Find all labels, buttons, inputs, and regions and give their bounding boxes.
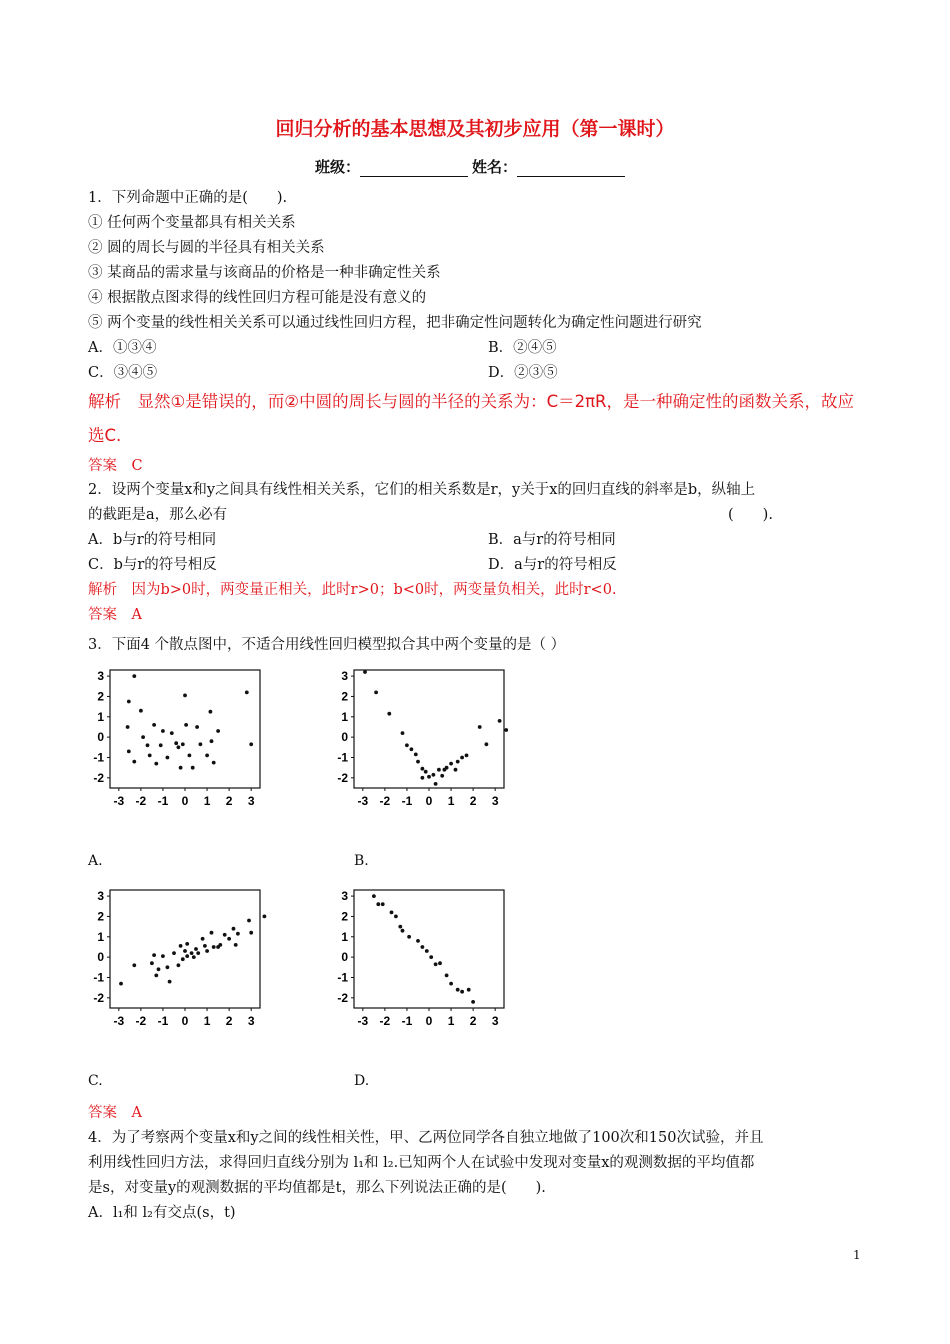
scatter-point bbox=[161, 954, 165, 958]
x-tick-label: 0 bbox=[181, 794, 189, 808]
scatter-point bbox=[185, 954, 189, 958]
x-tick-label: -2 bbox=[135, 1014, 147, 1028]
scatter-point bbox=[188, 754, 192, 758]
plot-label-c: C. bbox=[88, 1073, 103, 1089]
y-tick-label: -1 bbox=[93, 750, 104, 765]
scatter-point bbox=[416, 939, 420, 943]
scatter-point bbox=[234, 943, 238, 947]
scatter-point bbox=[209, 710, 213, 714]
scatter-point bbox=[174, 741, 178, 745]
y-tick-label: 0 bbox=[97, 950, 104, 965]
scatter-point bbox=[445, 974, 449, 978]
scatter-point bbox=[434, 782, 438, 786]
q2-stem-line2: 的截距是a，那么必有 bbox=[88, 507, 228, 523]
scatter-point bbox=[152, 723, 156, 727]
scatter-point bbox=[195, 725, 199, 729]
plot-label-d: D. bbox=[354, 1073, 370, 1089]
q2-option-a: A．b与r的符号相同 bbox=[88, 532, 217, 548]
x-tick-label: -1 bbox=[401, 794, 413, 808]
y-tick-label: 1 bbox=[97, 709, 104, 724]
x-tick-label: 1 bbox=[447, 1014, 455, 1028]
plot-frame-b bbox=[354, 670, 504, 788]
scatter-plot-c bbox=[88, 886, 268, 1036]
y-tick-label: 2 bbox=[341, 689, 348, 704]
x-tick-label: -1 bbox=[157, 794, 169, 808]
scatter-point bbox=[376, 902, 380, 906]
x-tick-label: -1 bbox=[157, 1014, 169, 1028]
q1-item-1: ① 任何两个变量都具有相关关系 bbox=[88, 215, 296, 231]
scatter-point bbox=[179, 944, 183, 948]
scatter-point bbox=[432, 773, 436, 777]
scatter-point bbox=[183, 694, 187, 698]
x-tick-label: 0 bbox=[425, 794, 433, 808]
x-tick-label: -2 bbox=[135, 794, 147, 808]
scatter-point bbox=[460, 990, 464, 994]
scatter-point bbox=[424, 770, 428, 774]
scatter-point bbox=[127, 700, 131, 704]
scatter-point bbox=[232, 927, 236, 931]
scatter-point bbox=[212, 945, 216, 949]
x-tick-label: 1 bbox=[447, 794, 455, 808]
scatter-point bbox=[190, 951, 194, 955]
x-tick-label: 1 bbox=[203, 794, 211, 808]
scatter-point bbox=[181, 957, 185, 961]
scatter-point bbox=[218, 943, 222, 947]
scatter-point bbox=[166, 965, 170, 969]
q1-item-5: ⑤ 两个变量的线性相关关系可以通过线性回归方程，把非确定性问题转化为确定性问题进行研究 bbox=[88, 315, 702, 331]
x-tick-label: 3 bbox=[247, 794, 255, 808]
scatter-point bbox=[387, 712, 391, 716]
q2-option-d: D．a与r的符号相反 bbox=[488, 557, 617, 573]
plot-frame-c bbox=[110, 890, 260, 1008]
scatter-point bbox=[427, 775, 431, 779]
scatter-point bbox=[157, 967, 161, 971]
scatter-point bbox=[398, 925, 402, 929]
scatter-point bbox=[192, 955, 196, 959]
y-tick-label: 0 bbox=[341, 730, 348, 745]
scatter-point bbox=[401, 929, 405, 933]
scatter-plot-d bbox=[332, 886, 512, 1036]
q4-stem-line1: 4．为了考察两个变量x和y之间的线性相关性，甲、乙两位同学各自独立地做了100次和150次试验，并且 bbox=[88, 1130, 764, 1146]
x-tick-label: 3 bbox=[247, 1014, 255, 1028]
scatter-point bbox=[132, 760, 136, 764]
scatter-point bbox=[154, 974, 158, 978]
scatter-point bbox=[166, 756, 170, 760]
y-tick-label: 3 bbox=[97, 669, 104, 684]
x-tick-label: 0 bbox=[425, 1014, 433, 1028]
scatter-point bbox=[185, 942, 189, 946]
class-blank bbox=[360, 162, 468, 177]
y-tick-label: -2 bbox=[93, 990, 104, 1005]
y-tick-label: -2 bbox=[337, 770, 348, 785]
x-tick-label: 2 bbox=[469, 1014, 477, 1028]
x-tick-label: 2 bbox=[469, 794, 477, 808]
scatter-point bbox=[374, 691, 378, 695]
scatter-point bbox=[471, 1000, 475, 1004]
q2-option-c: C．b与r的符号相反 bbox=[88, 557, 217, 573]
scatter-point bbox=[421, 767, 425, 771]
scatter-point bbox=[161, 729, 165, 733]
scatter-point bbox=[363, 670, 367, 674]
x-tick-label: 2 bbox=[225, 1014, 233, 1028]
q1-stem: 1．下列命题中正确的是( ). bbox=[88, 190, 288, 206]
scatter-point bbox=[449, 762, 453, 766]
scatter-point bbox=[119, 982, 123, 986]
scatter-point bbox=[126, 725, 130, 729]
scatter-point bbox=[205, 754, 209, 758]
y-tick-label: -1 bbox=[337, 970, 348, 985]
scatter-point bbox=[456, 760, 460, 764]
x-tick-label: -2 bbox=[379, 1014, 391, 1028]
plot-frame-a bbox=[110, 670, 260, 788]
scatter-point bbox=[184, 723, 188, 727]
x-tick-label: 0 bbox=[181, 1014, 189, 1028]
y-tick-label: -1 bbox=[337, 750, 348, 765]
y-tick-label: -2 bbox=[337, 990, 348, 1005]
name-label: 姓名： bbox=[472, 158, 518, 176]
scatter-point bbox=[205, 949, 209, 953]
q2-paren: ( ). bbox=[728, 507, 773, 523]
plot-label-a: A. bbox=[88, 853, 103, 869]
scatter-point bbox=[154, 762, 158, 766]
scatter-point bbox=[183, 949, 187, 953]
scatter-point bbox=[394, 915, 398, 919]
q2-option-b: B．a与r的符号相同 bbox=[488, 532, 616, 548]
scatter-point bbox=[372, 894, 376, 898]
name-blank bbox=[517, 162, 625, 177]
scatter-point bbox=[201, 937, 205, 941]
scatter-point bbox=[223, 933, 227, 937]
scatter-point bbox=[159, 743, 163, 747]
scatter-point bbox=[498, 719, 502, 723]
scatter-point bbox=[485, 742, 489, 746]
scatter-point bbox=[196, 951, 200, 955]
y-tick-label: 2 bbox=[97, 909, 104, 924]
q2-stem-line1: 2．设两个变量x和y之间具有线性相关关系，它们的相关系数是r，y关于x的回归直线的斜率是b，纵轴上 bbox=[88, 482, 756, 498]
scatter-point bbox=[249, 931, 253, 935]
scatter-point bbox=[249, 742, 253, 746]
q3-stem: 3．下面4 个散点图中，不适合用线性回归模型拟合其中两个变量的是（ ） bbox=[88, 637, 566, 653]
q1-option-a: A．①③④ bbox=[88, 340, 157, 356]
scatter-point bbox=[416, 760, 420, 764]
plot-label-b: B. bbox=[354, 853, 369, 869]
class-name-line bbox=[315, 156, 629, 177]
scatter-point bbox=[177, 963, 181, 967]
x-tick-label: 3 bbox=[491, 1014, 499, 1028]
q1-item-4: ④ 根据散点图求得的线性回归方程可能是没有意义的 bbox=[88, 290, 427, 306]
scatter-point bbox=[421, 945, 425, 949]
scatter-point bbox=[227, 937, 231, 941]
scatter-point bbox=[425, 949, 429, 953]
y-tick-label: 3 bbox=[341, 669, 348, 684]
scatter-point bbox=[191, 766, 195, 770]
q1-analysis-line1: 解析 显然①是错误的，而②中圆的周长与圆的半径的关系为：C＝2πR，是一种确定性的函数关系，故应 bbox=[88, 392, 855, 411]
scatter-point bbox=[210, 739, 214, 743]
scatter-point bbox=[172, 951, 176, 955]
scatter-point bbox=[437, 768, 441, 772]
scatter-point bbox=[445, 766, 449, 770]
page-number: 1 bbox=[853, 1248, 861, 1262]
scatter-point bbox=[454, 768, 458, 772]
scatter-point bbox=[210, 931, 214, 935]
scatter-point bbox=[127, 750, 131, 754]
scatter-point bbox=[170, 731, 174, 735]
scatter-point bbox=[407, 935, 411, 939]
x-tick-label: -3 bbox=[357, 1014, 369, 1028]
scatter-plot-b bbox=[332, 666, 512, 816]
q1-option-b: B．②④⑤ bbox=[488, 340, 557, 356]
q4-stem-line2: 利用线性回归方法，求得回归直线分别为 l₁和 l₂.已知两个人在试验中发现对变量x的观测数据的平均值都 bbox=[88, 1155, 755, 1171]
scatter-point bbox=[216, 729, 220, 733]
scatter-point bbox=[460, 756, 464, 760]
scatter-point bbox=[456, 988, 460, 992]
q1-item-2: ② 圆的周长与圆的半径具有相关关系 bbox=[88, 240, 325, 256]
y-tick-label: 0 bbox=[97, 730, 104, 745]
scatter-point bbox=[150, 961, 154, 965]
scatter-point bbox=[152, 953, 156, 957]
class-label: 班级： bbox=[315, 158, 361, 176]
y-tick-label: 1 bbox=[341, 929, 348, 944]
scatter-point bbox=[440, 774, 444, 778]
scatter-point bbox=[449, 982, 453, 986]
q4-option-a: A．l₁和 l₂有交点(s，t) bbox=[88, 1205, 236, 1221]
scatter-point bbox=[141, 735, 145, 739]
page-title: 回归分析的基本思想及其初步应用（第一课时） bbox=[275, 118, 675, 140]
scatter-point bbox=[438, 961, 442, 965]
scatter-point bbox=[263, 915, 267, 919]
x-tick-label: -2 bbox=[379, 794, 391, 808]
scatter-point bbox=[132, 963, 136, 967]
scatter-point bbox=[179, 766, 183, 770]
scatter-point bbox=[139, 709, 143, 713]
y-tick-label: 3 bbox=[341, 889, 348, 904]
scatter-plot-a bbox=[88, 666, 268, 816]
q1-option-d: D．②③⑤ bbox=[488, 365, 558, 381]
scatter-point bbox=[390, 911, 394, 915]
scatter-point bbox=[132, 674, 136, 678]
q1-option-c: C．③④⑤ bbox=[88, 365, 158, 381]
q1-item-3: ③ 某商品的需求量与该商品的价格是一种非确定性关系 bbox=[88, 265, 441, 281]
scatter-point bbox=[465, 754, 469, 758]
scatter-point bbox=[203, 944, 207, 948]
scatter-point bbox=[405, 743, 409, 747]
scatter-point bbox=[504, 728, 508, 732]
q3-answer: 答案 A bbox=[88, 1105, 142, 1121]
scatter-point bbox=[177, 745, 181, 749]
x-tick-label: -3 bbox=[113, 1014, 125, 1028]
scatter-point bbox=[401, 731, 405, 735]
scatter-point bbox=[410, 747, 414, 751]
y-tick-label: 0 bbox=[341, 950, 348, 965]
scatter-point bbox=[467, 988, 471, 992]
x-tick-label: -3 bbox=[113, 794, 125, 808]
scatter-point bbox=[247, 919, 251, 923]
plot-frame-d bbox=[354, 890, 504, 1008]
y-tick-label: -1 bbox=[93, 970, 104, 985]
y-tick-label: -2 bbox=[93, 770, 104, 785]
scatter-point bbox=[148, 754, 152, 758]
q1-answer: 答案 C bbox=[88, 458, 143, 474]
scatter-point bbox=[236, 932, 240, 936]
scatter-point bbox=[478, 725, 482, 729]
scatter-point bbox=[199, 742, 203, 746]
x-tick-label: 2 bbox=[225, 794, 233, 808]
y-tick-label: 2 bbox=[97, 689, 104, 704]
scatter-point bbox=[414, 753, 418, 757]
scatter-point bbox=[434, 962, 438, 966]
x-tick-label: -1 bbox=[401, 1014, 413, 1028]
x-tick-label: -3 bbox=[357, 794, 369, 808]
scatter-point bbox=[181, 742, 185, 746]
y-tick-label: 3 bbox=[97, 889, 104, 904]
q4-stem-line3: 是s，对变量y的观测数据的平均值都是t，那么下列说法正确的是( ). bbox=[88, 1180, 546, 1196]
y-tick-label: 1 bbox=[341, 709, 348, 724]
q1-analysis-line2: 选C. bbox=[88, 426, 122, 445]
y-tick-label: 1 bbox=[97, 929, 104, 944]
q2-answer: 答案 A bbox=[88, 607, 142, 623]
scatter-point bbox=[146, 743, 150, 747]
scatter-point bbox=[381, 902, 385, 906]
scatter-point bbox=[212, 761, 216, 765]
scatter-point bbox=[194, 947, 198, 951]
y-tick-label: 2 bbox=[341, 909, 348, 924]
x-tick-label: 1 bbox=[203, 1014, 211, 1028]
scatter-point bbox=[168, 980, 172, 984]
scatter-point bbox=[429, 955, 433, 959]
scatter-point bbox=[245, 691, 249, 695]
scatter-point bbox=[421, 776, 425, 780]
q2-analysis: 解析 因为b>0时，两变量正相关，此时r>0；b<0时，两变量负相关，此时r<0. bbox=[88, 582, 617, 598]
x-tick-label: 3 bbox=[491, 794, 499, 808]
